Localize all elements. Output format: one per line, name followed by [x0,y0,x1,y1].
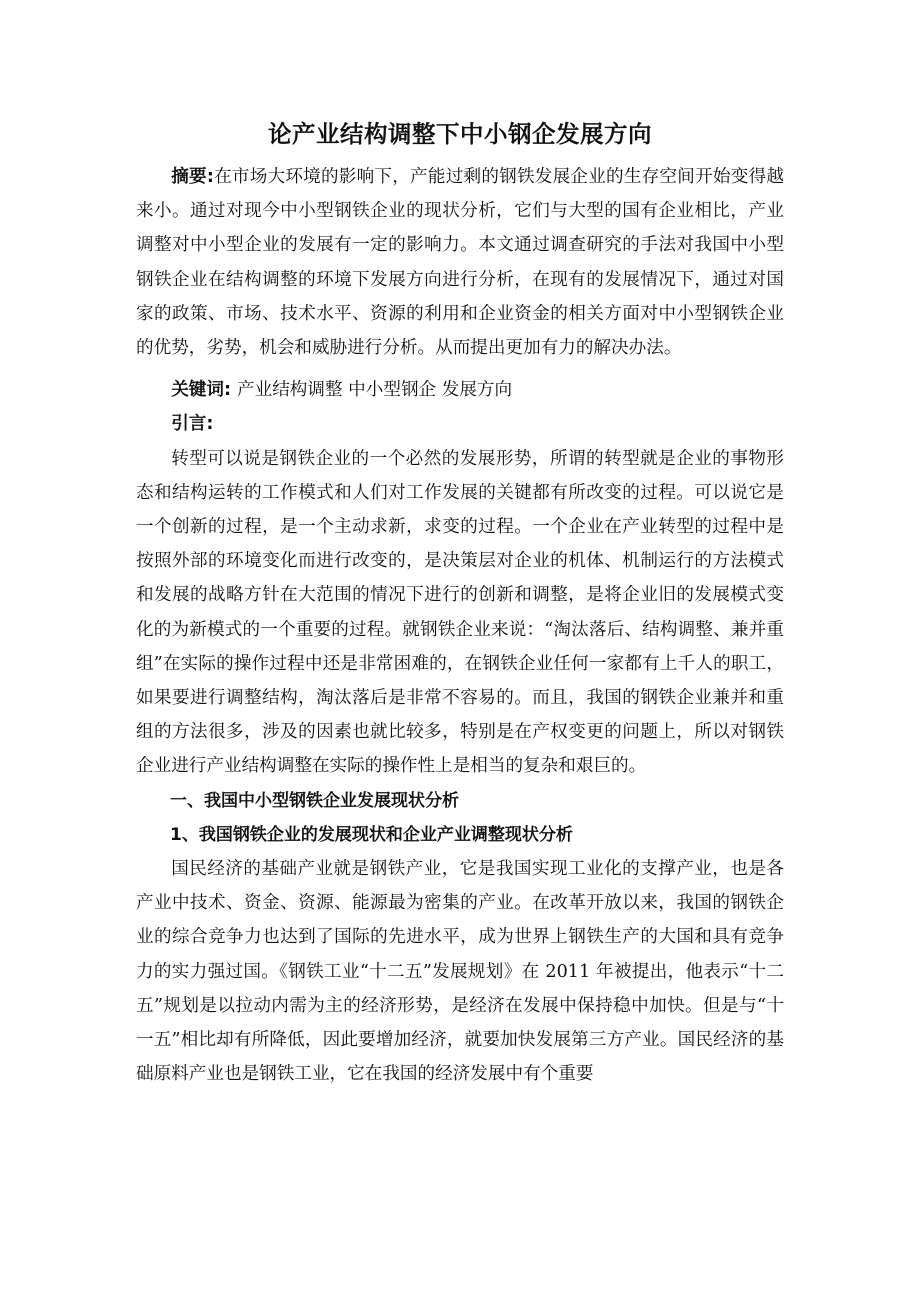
section-paragraph: 国民经济的基础产业就是钢铁产业，它是我国实现工业化的支撑产业，也是各产业中技术、资金、资源、能源最为密集的产业。在改革开放以来，我国的钢铁企业的综合竞争力也达到了国际的先进水平，成为世界上钢铁生产的大国和具有竞争力的实力强过国。《钢铁工业“十二五”发展规划》在 2011 年被提出，他表示“十二五”规划是以拉动内需为主的经济形势，是经济在发展中保持稳中加快。但是与“十一五”相比却有所降低，因此要增加经济，就要加快发展第三方产业。国民经济的基础原料产业也是钢铁工业，它在我国的经济发展中有个重要 [136,859,784,1085]
abstract-text: 在市场大环境的影响下，产能过剩的钢铁发展企业的生存空间开始变得越来小。通过对现今中小型钢铁企业的现状分析，它们与大型的国有企业相比，产业调整对中小型企业的发展有一定的影响力。本文通过调查研究的手法对我国中小型钢铁企业在结构调整的环境下发展方向进行分析，在现有的发展情况下，通过对国家的政策、市场、技术水平、资源的利用和企业资金的相关方面对中小型钢铁企业的优势，劣势，机会和威胁进行分析。从而提出更加有力的解决办法。 [136,167,784,359]
subsection-heading: 1、我国钢铁企业的发展现状和企业产业调整现状分析 [170,824,573,845]
page-title: 论产业结构调整下中小钢企发展方向 [268,120,652,148]
intro-label: 引言: [171,414,214,435]
intro-paragraph: 转型可以说是钢铁企业的一个必然的发展形势，所谓的转型就是企业的事物形态和结构运转的工作模式和人们对工作发展的关键都有所改变的过程。可以说它是一个创新的过程，是一个主动求新，求变的过程。一个企业在产业转型的过程中是按照外部的环境变化而进行改变的，是决策层对企业的机体、机制运行的方法模式和发展的战略方针在大范围的情况下进行的创新和调整，是将企业旧的发展模式变化的为新模式的一个重要的过程。就钢铁企业来说：“淘汰落后、结构调整、兼并重组”在实际的操作过程中还是非常困难的，在钢铁企业任何一家都有上千人的职工，如果要进行调整结构，淘汰落后是非常不容易的。而且，我国的钢铁企业兼并和重组的方法很多，涉及的因素也就比较多，特别是在产权变更的问题上，所以对钢铁企业进行产业结构调整在实际的操作性上是相当的复杂和艰巨的。 [136,448,784,777]
abstract-label: 摘要: [171,167,214,187]
section-heading: 一、我国中小型钢铁企业发展现状分析 [170,790,459,811]
keywords-paragraph [136,373,784,407]
abstract-paragraph [136,160,784,365]
intro-heading [136,407,784,441]
keywords-label: 关键词: [171,380,232,401]
document-body [136,160,784,1091]
keywords-text: 产业结构调整 中小型钢企 发展方向 [237,380,513,401]
